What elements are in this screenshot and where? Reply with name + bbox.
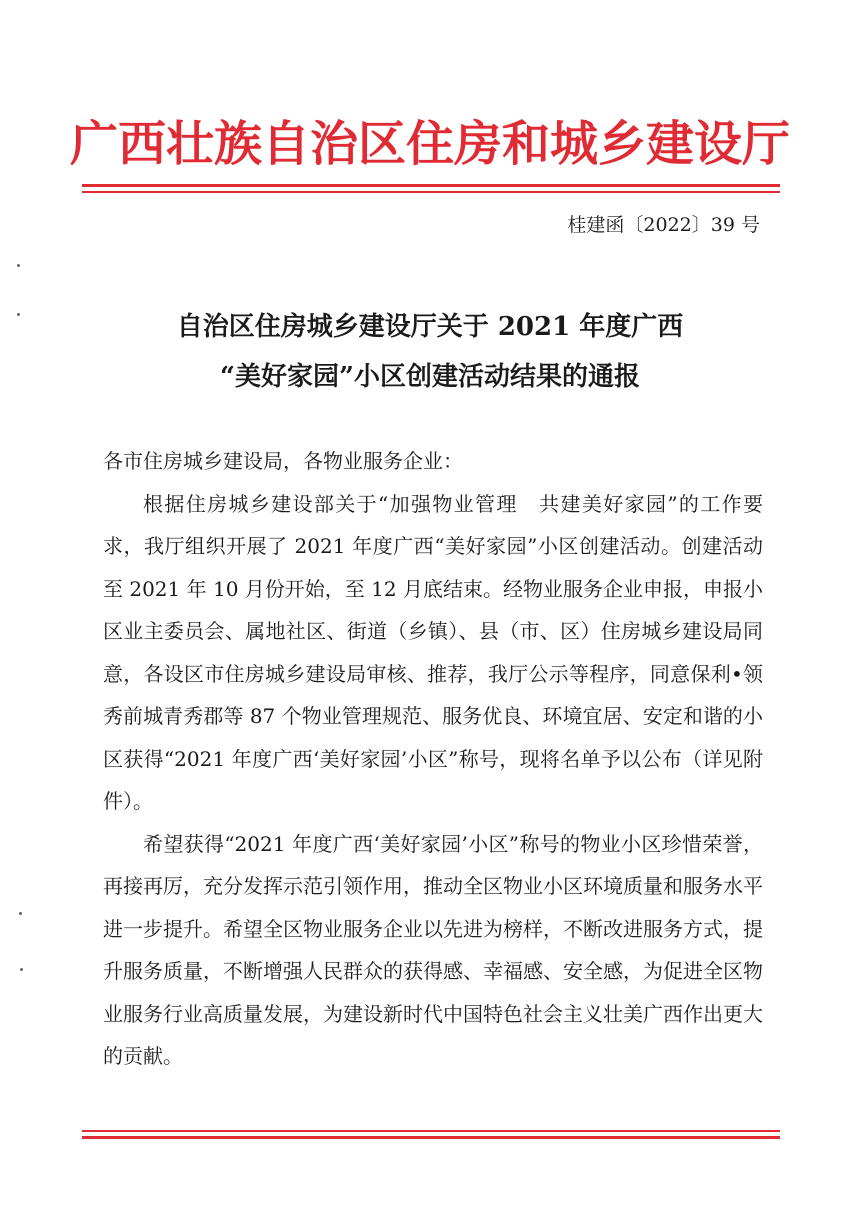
- document-body: [103, 440, 763, 1078]
- body-paragraph-2: 希望获得“2021 年度广西‘美好家园’小区”称号的物业小区珍惜荣誉，再接再厉，充分发挥示范引领作用，推动全区物业小区环境质量和服务水平进一步提升。希望全区物业服务企业以先进为榜样，不断改进服务方式，提升服务质量，不断增强人民群众的获得感、幸福感、安全感，为促进全区物业服务行业高质量发展，为建设新时代中国特色社会主义壮美广西作出更大的贡献。: [103, 831, 763, 1068]
- letterhead-rule-thin: [82, 191, 780, 193]
- body-paragraph-1: 根据住房城乡建设部关于“加强物业管理 共建美好家园”的工作要求，我厅组织开展了 2021 年度广西“美好家园”小区创建活动。创建活动至 2021 年 10 月份开始，至 12 月底结束。经物业服务企业申报，申报小区业主委员会、属地社区、街道（乡镇）、县（市、区）住房城乡建设局同意，各设区市住房城乡建设局审核、推荐，我厅公示等程序，同意保利•领秀前城青秀郡等 87 个物业管理规范、服务优良、环境宜居、安定和谐的小区获得“2021 年度广西‘美好家园’小区”称号，现将名单予以公布（详见附件）。: [103, 491, 763, 813]
- scan-speck: [20, 968, 23, 971]
- footer-rule-thick: [82, 1136, 780, 1139]
- footer-rule-thin: [82, 1130, 780, 1132]
- agency-letterhead: 广西壮族自治区住房和城乡建设厅: [69, 116, 790, 172]
- scan-speck: [17, 264, 20, 267]
- document-title: [0, 302, 860, 402]
- document-title-line-2: “美好家园”小区创建活动结果的通报: [220, 362, 640, 392]
- letterhead-rule-thick: [82, 184, 780, 187]
- salutation: 各市住房城乡建设局，各物业服务企业：: [103, 449, 463, 473]
- scan-speck: [17, 313, 20, 316]
- document-title-line-1: 自治区住房城乡建设厅关于 2021 年度广西: [176, 312, 684, 342]
- document-number: 桂建函〔2022〕39 号: [567, 214, 760, 236]
- scan-speck: [19, 912, 22, 915]
